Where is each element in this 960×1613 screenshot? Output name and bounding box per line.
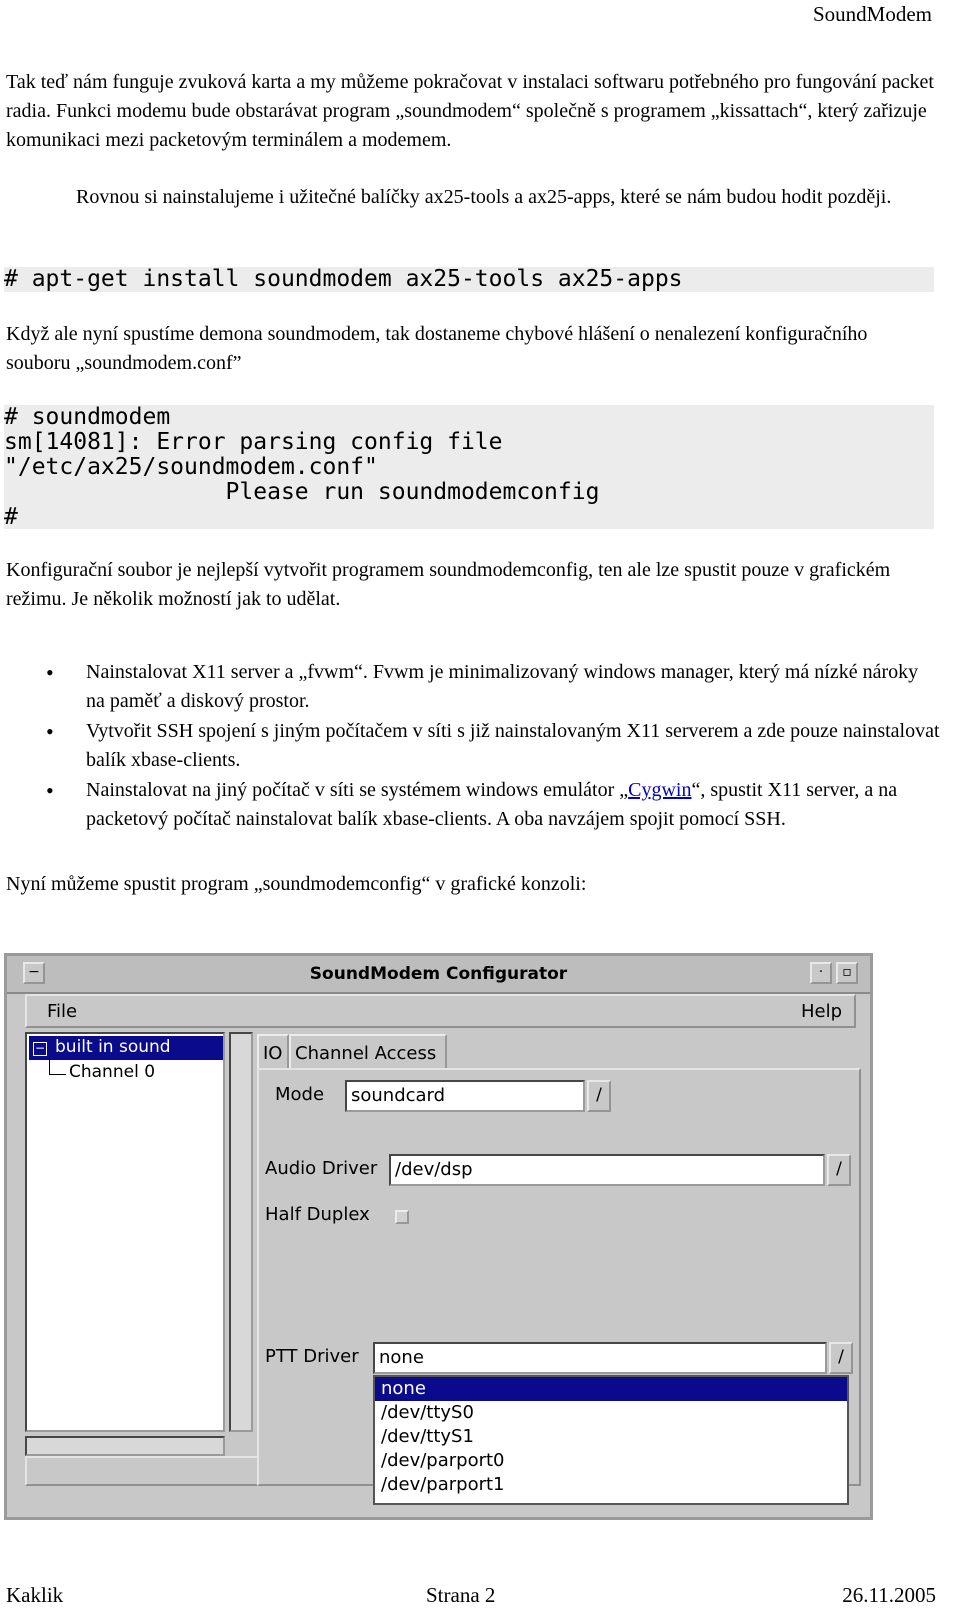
- code-error-output: # soundmodem sm[14081]: Error parsing config file "/etc/ax25/soundmodem.conf" Please run soundmodemconfig #: [4, 405, 934, 529]
- ptt-option[interactable]: /dev/parport1: [381, 1474, 505, 1495]
- menu-file[interactable]: File: [47, 1001, 78, 1022]
- window-titlebar: [7, 956, 870, 994]
- list-item: • Nainstalovat X11 server a „fvwm“. Fvwm je minimalizovaný windows manager, který má nízké nároky na paměť a diskový prostor.: [46, 660, 919, 712]
- configurator-screenshot: [4, 953, 873, 1520]
- page-header: SoundModem: [812, 2, 932, 26]
- tree-horizontal-scrollbar[interactable]: [25, 1436, 225, 1456]
- minimize-icon[interactable]: ·: [810, 962, 832, 984]
- tab-io[interactable]: IO: [257, 1034, 289, 1070]
- mode-label: Mode: [275, 1084, 325, 1105]
- ptt-option[interactable]: /dev/ttyS1: [381, 1426, 474, 1447]
- maximize-icon[interactable]: ▫: [836, 962, 858, 984]
- ptt-driver-options[interactable]: [373, 1375, 849, 1505]
- ptt-option[interactable]: /dev/ttyS0: [381, 1402, 474, 1423]
- tree-connector: [49, 1056, 66, 1075]
- footer-page: Strana 2: [426, 1583, 496, 1607]
- code-apt-get: # apt-get install soundmodem ax25-tools ax25-apps: [4, 267, 934, 292]
- tree-item-channel[interactable]: Channel 0: [69, 1062, 156, 1082]
- ptt-driver-field[interactable]: none: [373, 1342, 827, 1374]
- paragraph-intro: Tak teď nám funguje zvuková karta a my můžeme pokračovat v instalaci softwaru potřebného pro fungování packet radia. Funkci modemu bude obstarávat program „soundmodem“ společně s programem „kissattach“, který zařizuje komunikaci mezi packetovým terminálem a modemem.: [6, 71, 934, 151]
- tree-vertical-scrollbar[interactable]: [229, 1032, 253, 1432]
- half-duplex-checkbox[interactable]: [395, 1210, 409, 1224]
- footer-author: Kaklik: [6, 1583, 64, 1607]
- audio-driver-field[interactable]: /dev/dsp: [389, 1154, 825, 1186]
- half-duplex-label: Half Duplex: [265, 1204, 370, 1225]
- tab-channel-access[interactable]: Channel Access: [289, 1034, 447, 1070]
- paragraph-run: Nyní můžeme spustit program „soundmodemconfig“ v grafické konzoli:: [6, 873, 587, 895]
- options-list: [0, 658, 940, 835]
- audio-driver-label: Audio Driver: [265, 1158, 378, 1179]
- footer-date: 26.11.2005: [842, 1583, 936, 1607]
- paragraph-config: Konfigurační soubor je nejlepší vytvořit programem soundmodemconfig, ten ale lze spustit pouze v grafickém režimu. Je několik možností jak to udělat.: [6, 559, 891, 610]
- menu-help[interactable]: Help: [800, 1001, 842, 1022]
- list-item: • Nainstalovat na jiný počítač v síti se systémem windows emulátor „Cygwin“, spustit X11 server, a na packetový počítač nainstalovat balík xbase-clients. A oba navzájem spojit pomocí SSH.: [46, 778, 898, 830]
- paragraph-packages: Rovnou si nainstalujeme i užitečné balíčky ax25-tools a ax25-apps, které se nám budou hodit později.: [76, 186, 892, 208]
- window-menu-icon[interactable]: −: [23, 962, 45, 984]
- audio-driver-dropdown-icon[interactable]: /: [827, 1154, 851, 1186]
- paragraph-error: Když ale nyní spustíme demona soundmodem, tak dostaneme chybové hlášení o nenalezení konfiguračního souboru „soundmodem.conf”: [6, 323, 868, 374]
- cygwin-link[interactable]: Cygwin: [628, 779, 692, 801]
- ptt-option[interactable]: /dev/parport0: [381, 1450, 505, 1471]
- ptt-driver-label: PTT Driver: [265, 1346, 359, 1367]
- window-title: SoundModem Configurator: [309, 964, 568, 984]
- collapse-icon[interactable]: −: [34, 1041, 46, 1055]
- device-tree[interactable]: [25, 1032, 225, 1432]
- ptt-option[interactable]: none: [375, 1377, 847, 1401]
- ptt-driver-dropdown-icon[interactable]: /: [829, 1342, 853, 1374]
- mode-dropdown-icon[interactable]: /: [587, 1080, 611, 1112]
- tree-item-root[interactable]: − built in sound: [29, 1036, 223, 1060]
- mode-field[interactable]: soundcard: [345, 1080, 585, 1112]
- menu-bar: [25, 994, 856, 1028]
- list-item: • Vytvořit SSH spojení s jiným počítačem v síti s již nainstalovaným X11 serverem a zde pouze nainstalovat balík xbase-clients.: [46, 719, 940, 771]
